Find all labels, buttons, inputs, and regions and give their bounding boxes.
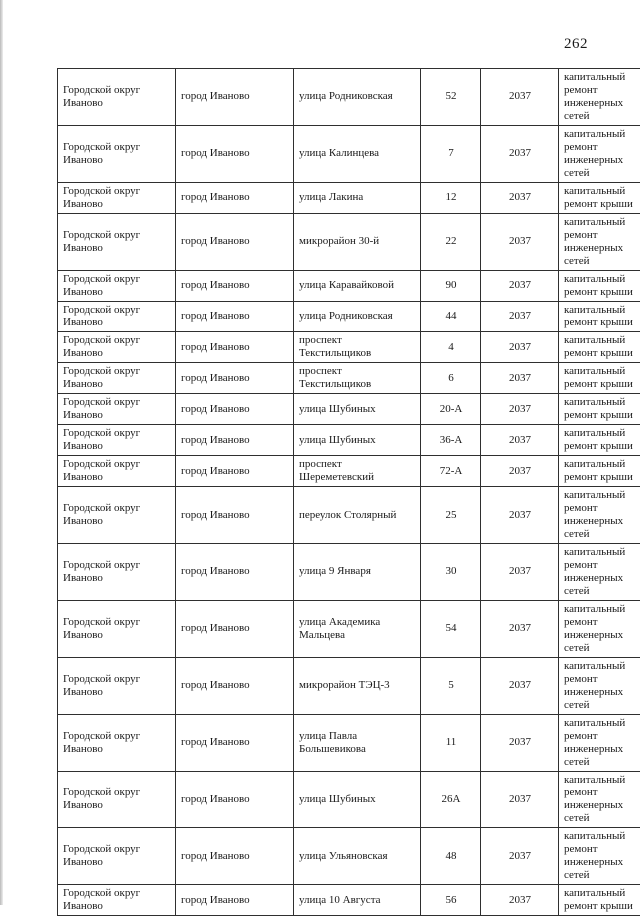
- table-row: [58, 270, 640, 301]
- cell-repair: капитальный ремонт инженерных сетей: [559, 600, 640, 657]
- cell-house: 72-А: [421, 456, 481, 487]
- cell-city: город Иваново: [176, 69, 294, 126]
- cell-repair: капитальный ремонт инженерных сетей: [559, 213, 640, 270]
- cell-okrug: Городской округ Иваново: [58, 657, 176, 714]
- cell-street: микрорайон ТЭЦ-3: [294, 657, 421, 714]
- cell-street: улица 9 Января: [294, 544, 421, 601]
- table-row: [58, 885, 640, 916]
- cell-year: 2037: [481, 425, 559, 456]
- cell-year: 2037: [481, 544, 559, 601]
- table-row: [58, 332, 640, 363]
- cell-city: город Иваново: [176, 885, 294, 916]
- cell-okrug: Городской округ Иваново: [58, 363, 176, 394]
- table-row: [58, 182, 640, 213]
- cell-street: улица Академика Мальцева: [294, 600, 421, 657]
- cell-okrug: Городской округ Иваново: [58, 425, 176, 456]
- cell-repair: капитальный ремонт инженерных сетей: [559, 487, 640, 544]
- cell-city: город Иваново: [176, 394, 294, 425]
- cell-city: город Иваново: [176, 332, 294, 363]
- cell-house: 26А: [421, 771, 481, 828]
- cell-okrug: Городской округ Иваново: [58, 301, 176, 332]
- cell-house: 48: [421, 828, 481, 885]
- cell-city: город Иваново: [176, 125, 294, 182]
- cell-okrug: Городской округ Иваново: [58, 456, 176, 487]
- cell-year: 2037: [481, 125, 559, 182]
- cell-okrug: Городской округ Иваново: [58, 600, 176, 657]
- cell-year: 2037: [481, 885, 559, 916]
- cell-city: город Иваново: [176, 544, 294, 601]
- cell-house: 11: [421, 714, 481, 771]
- cell-house: 36-А: [421, 425, 481, 456]
- cell-okrug: Городской округ Иваново: [58, 213, 176, 270]
- table-row: [58, 301, 640, 332]
- cell-okrug: Городской округ Иваново: [58, 487, 176, 544]
- cell-city: город Иваново: [176, 425, 294, 456]
- cell-repair: капитальный ремонт крыши: [559, 363, 640, 394]
- cell-street: улица Родниковская: [294, 301, 421, 332]
- cell-okrug: Городской округ Иваново: [58, 270, 176, 301]
- cell-repair: капитальный ремонт инженерных сетей: [559, 828, 640, 885]
- cell-house: 20-А: [421, 394, 481, 425]
- cell-street: улица Лакина: [294, 182, 421, 213]
- cell-year: 2037: [481, 771, 559, 828]
- cell-year: 2037: [481, 182, 559, 213]
- cell-year: 2037: [481, 657, 559, 714]
- cell-year: 2037: [481, 213, 559, 270]
- repair-schedule-table: [57, 68, 640, 916]
- cell-street: улица Каравайковой: [294, 270, 421, 301]
- cell-house: 44: [421, 301, 481, 332]
- cell-city: город Иваново: [176, 487, 294, 544]
- table-row: [58, 425, 640, 456]
- cell-house: 52: [421, 69, 481, 126]
- cell-year: 2037: [481, 394, 559, 425]
- cell-city: город Иваново: [176, 714, 294, 771]
- cell-repair: капитальный ремонт инженерных сетей: [559, 125, 640, 182]
- cell-city: город Иваново: [176, 600, 294, 657]
- table-row: [58, 487, 640, 544]
- cell-street: проспект Шереметевский: [294, 456, 421, 487]
- cell-street: улица Павла Большевикова: [294, 714, 421, 771]
- cell-repair: капитальный ремонт инженерных сетей: [559, 771, 640, 828]
- cell-year: 2037: [481, 363, 559, 394]
- cell-city: город Иваново: [176, 363, 294, 394]
- cell-street: микрорайон 30-й: [294, 213, 421, 270]
- cell-repair: капитальный ремонт инженерных сетей: [559, 657, 640, 714]
- cell-year: 2037: [481, 69, 559, 126]
- cell-repair: капитальный ремонт инженерных сетей: [559, 544, 640, 601]
- cell-house: 25: [421, 487, 481, 544]
- table-row: [58, 363, 640, 394]
- cell-street: улица Шубиных: [294, 425, 421, 456]
- cell-house: 4: [421, 332, 481, 363]
- cell-okrug: Городской округ Иваново: [58, 885, 176, 916]
- cell-repair: капитальный ремонт крыши: [559, 270, 640, 301]
- cell-okrug: Городской округ Иваново: [58, 332, 176, 363]
- cell-house: 12: [421, 182, 481, 213]
- cell-house: 22: [421, 213, 481, 270]
- cell-street: улица 10 Августа: [294, 885, 421, 916]
- cell-street: улица Ульяновская: [294, 828, 421, 885]
- table-row: [58, 657, 640, 714]
- cell-house: 6: [421, 363, 481, 394]
- table-row: [58, 125, 640, 182]
- cell-street: проспект Текстильщиков: [294, 332, 421, 363]
- cell-okrug: Городской округ Иваново: [58, 394, 176, 425]
- cell-house: 7: [421, 125, 481, 182]
- cell-house: 5: [421, 657, 481, 714]
- cell-city: город Иваново: [176, 657, 294, 714]
- cell-city: город Иваново: [176, 301, 294, 332]
- cell-okrug: Городской округ Иваново: [58, 714, 176, 771]
- table-row: [58, 714, 640, 771]
- cell-city: город Иваново: [176, 213, 294, 270]
- cell-year: 2037: [481, 332, 559, 363]
- cell-repair: капитальный ремонт крыши: [559, 301, 640, 332]
- cell-year: 2037: [481, 487, 559, 544]
- cell-repair: капитальный ремонт инженерных сетей: [559, 69, 640, 126]
- table-row: [58, 456, 640, 487]
- cell-house: 90: [421, 270, 481, 301]
- cell-repair: капитальный ремонт крыши: [559, 456, 640, 487]
- table-row: [58, 544, 640, 601]
- cell-repair: капитальный ремонт крыши: [559, 885, 640, 916]
- cell-okrug: Городской округ Иваново: [58, 182, 176, 213]
- scan-edge: [0, 0, 3, 905]
- table-body: [58, 69, 640, 916]
- cell-house: 54: [421, 600, 481, 657]
- cell-year: 2037: [481, 301, 559, 332]
- cell-repair: капитальный ремонт крыши: [559, 332, 640, 363]
- cell-city: город Иваново: [176, 828, 294, 885]
- cell-okrug: Городской округ Иваново: [58, 828, 176, 885]
- cell-okrug: Городской округ Иваново: [58, 125, 176, 182]
- cell-year: 2037: [481, 270, 559, 301]
- cell-street: улица Калинцева: [294, 125, 421, 182]
- cell-city: город Иваново: [176, 182, 294, 213]
- cell-year: 2037: [481, 828, 559, 885]
- table-row: [58, 600, 640, 657]
- cell-street: проспект Текстильщиков: [294, 363, 421, 394]
- cell-house: 56: [421, 885, 481, 916]
- cell-repair: капитальный ремонт инженерных сетей: [559, 714, 640, 771]
- cell-year: 2037: [481, 714, 559, 771]
- page-number: 262: [564, 36, 588, 53]
- table-row: [58, 213, 640, 270]
- cell-year: 2037: [481, 600, 559, 657]
- table-row: [58, 771, 640, 828]
- cell-city: город Иваново: [176, 270, 294, 301]
- cell-street: улица Шубиных: [294, 771, 421, 828]
- cell-street: улица Шубиных: [294, 394, 421, 425]
- cell-okrug: Городской округ Иваново: [58, 771, 176, 828]
- cell-city: город Иваново: [176, 771, 294, 828]
- cell-repair: капитальный ремонт крыши: [559, 425, 640, 456]
- table-row: [58, 69, 640, 126]
- cell-repair: капитальный ремонт крыши: [559, 182, 640, 213]
- cell-okrug: Городской округ Иваново: [58, 544, 176, 601]
- cell-city: город Иваново: [176, 456, 294, 487]
- table-row: [58, 828, 640, 885]
- table-row: [58, 394, 640, 425]
- cell-repair: капитальный ремонт крыши: [559, 394, 640, 425]
- cell-year: 2037: [481, 456, 559, 487]
- cell-okrug: Городской округ Иваново: [58, 69, 176, 126]
- cell-street: улица Родниковская: [294, 69, 421, 126]
- cell-street: переулок Столярный: [294, 487, 421, 544]
- cell-house: 30: [421, 544, 481, 601]
